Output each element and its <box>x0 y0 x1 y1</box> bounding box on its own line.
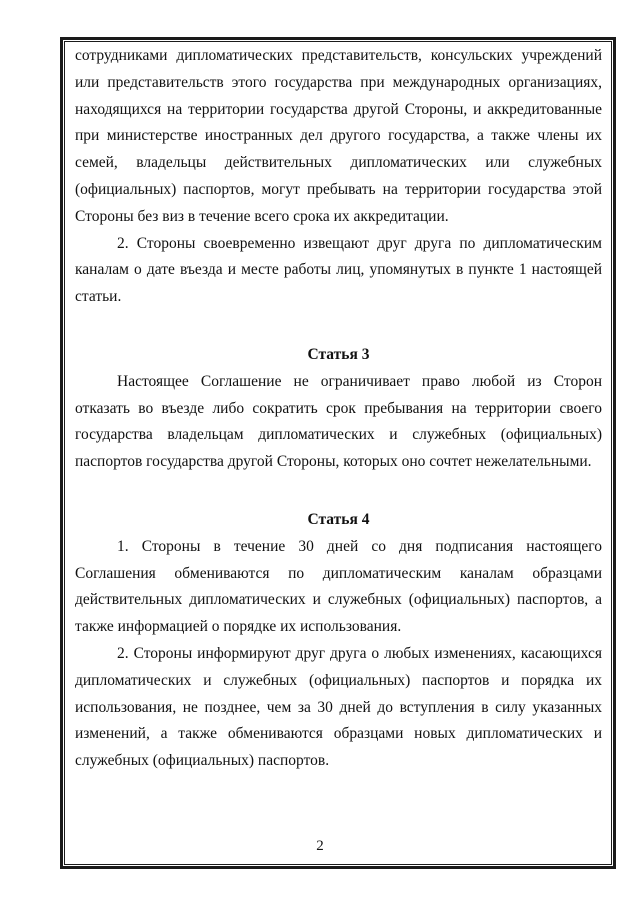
article4-point1: 1. Стороны в течение 30 дней со дня подписания настоящего Соглашения обмениваются по дипломатическим каналам образцами действительных дипломатических и служебных (официальных) паспортов, а также информацией о порядке их использования. <box>75 537 602 636</box>
article4-point2: 2. Стороны информируют друг друга о любых изменениях, касающихся дипломатических и служебных (официальных) паспортов и порядка их использования, не позднее, чем за 30 дней до вступления в силу указанных изменений, а также обмениваются образцами новых дипломатических и служебных (официальных) паспортов. <box>75 644 602 770</box>
article3-text: Настоящее Соглашение не ограничивает право любой из Сторон отказать во въезде либо сократить срок пребывания на территории своего государства владельцам дипломатических и служебных (официальных) паспортов государства другой Стороны, которых оно сочтет нежелательными. <box>75 372 602 471</box>
intro-paragraph: сотрудниками дипломатических представительств, консульских учреждений или представительств этого государства при международных организациях, находящихся на территории государства другой Стороны, и аккредитованные при министерстве иностранных дел другого государства, а также члены их семей, владельцы действительных дипломатических или служебных (официальных) паспортов, могут пребывать на территории государства этой Стороны без виз в течение всего срока их аккредитации. <box>75 47 602 225</box>
page-number: 2 <box>316 838 324 854</box>
article2-point2: 2. Стороны своевременно извещают друг друга по дипломатическим каналам о дате въезда и месте работы лиц, упомянутых в пункте 1 настоящей статьи. <box>75 234 602 306</box>
spacer <box>75 476 602 507</box>
spacer <box>75 311 602 342</box>
article3-title: Статья 3 <box>307 345 370 363</box>
document-body <box>75 43 602 775</box>
article4-title: Статья 4 <box>307 510 370 528</box>
